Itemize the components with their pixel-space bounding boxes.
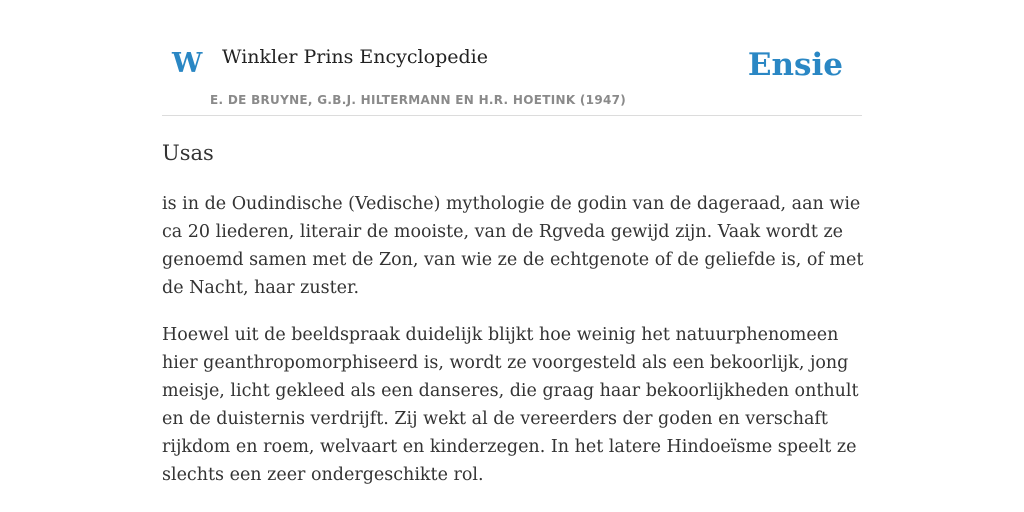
ensie-brand-link[interactable]: Ensie [747, 47, 843, 83]
encyclopedia-authors: E. DE BRUYNE, G.B.J. HILTERMANN EN H.R. HOETINK (1947) [210, 93, 627, 107]
article-paragraph-1: is in de Oudindische (Vedische) mythologie de godin van de dageraad, aan wie ca 20 liederen, literair de mooiste, van de Rgveda gewijd zijn. Vaak wordt ze genoemd samen met de Zon, van wie ze de echtgenote of de geliefde is, of met de Nacht, haar zuster. [162, 194, 864, 299]
article-title: Usas [162, 141, 214, 165]
article [162, 136, 864, 489]
article-paragraph-2: Hoewel uit de beeldspraak duidelijk blijkt hoe weinig het natuurphenomeen hier geanthropomorphiseerd is, wordt ze voorgesteld als een bekoorlijk, jong meisje, licht gekleed als een danseres, die graag haar bekoorlijkheden onthult en de duisternis verdrijft. Zij wekt al de vereerders der goden en verschaft rijkdom en roem, welvaart en kinderzegen. In het latere Hindoeïsme speelt ze slechts een zeer ondergeschikte rol. [162, 325, 859, 486]
encyclopedia-header [162, 36, 862, 116]
encyclopedia-title[interactable]: Winkler Prins Encyclopedie [222, 46, 488, 68]
encyclopedia-logo[interactable]: W [172, 48, 203, 79]
